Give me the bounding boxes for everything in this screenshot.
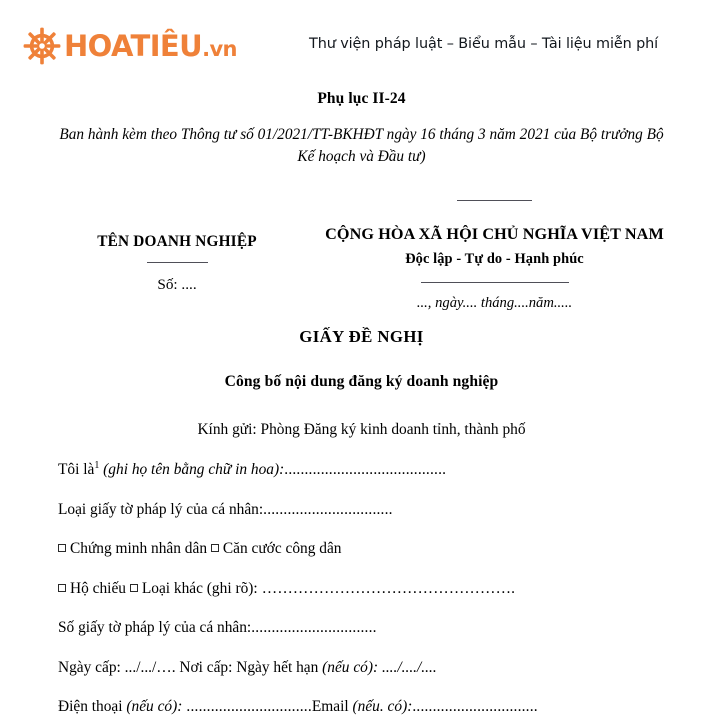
checkbox-passport-label: Hộ chiếu	[70, 579, 126, 597]
logo-wordmark	[64, 28, 237, 63]
full-name-hint: (ghi họ tên bằng chữ in hoa):	[99, 461, 285, 479]
full-name-label: Tôi là	[58, 461, 95, 479]
legal-doc-number-blank[interactable]: ...............................	[251, 619, 377, 637]
site-tagline: Thư viện pháp luật – Biểu mẫu – Tài liệu miễn phí	[309, 36, 659, 52]
ship-wheel-icon	[22, 26, 62, 66]
checkbox-id-card[interactable]	[58, 544, 66, 552]
logo-tld-text: .vn	[202, 36, 237, 61]
checkbox-id-card-label: Chứng minh nhân dân	[70, 540, 208, 558]
checkbox-passport[interactable]	[58, 584, 66, 592]
phone-label: Điện thoại	[58, 698, 127, 716]
field-issue-date	[58, 659, 679, 677]
issue-note: Ban hành kèm theo Thông tư số 01/2021/TT-BKHĐT ngày 16 tháng 3 năm 2021 của Bộ trưởng Bộ Kế hoạch và Đầu tư)	[59, 126, 664, 165]
field-phone-email	[58, 698, 679, 716]
masthead-left-column	[44, 189, 310, 294]
field-doc-type-checkboxes-row1	[58, 540, 679, 558]
legal-doc-number-label: Số giấy tờ pháp lý của cá nhân:	[58, 619, 252, 637]
full-name-footnote-marker: 1	[94, 460, 100, 472]
issue-date-hint[interactable]: (nếu có): ..../..../....	[322, 658, 437, 676]
field-full-name	[58, 461, 679, 479]
form-body	[44, 461, 679, 716]
field-doc-type-checkboxes-row2	[58, 580, 679, 598]
field-legal-doc-type	[58, 501, 679, 519]
document-addressee: Kính gửi: Phòng Đăng ký kinh doanh tỉnh, thành phố	[197, 421, 526, 439]
place-and-date: ..., ngày.... tháng....năm.....	[416, 295, 573, 312]
number-divider	[147, 262, 208, 263]
phone-hint: (nếu có):	[126, 698, 183, 716]
issue-date-label[interactable]: Ngày cấp: .../.../…. Nơi cấp: Ngày hết hạn	[58, 658, 323, 676]
document-sub-title: Công bố nội dung đăng ký doanh nghiệp	[224, 373, 499, 391]
checkbox-citizen-card-label: Căn cước công dân	[222, 540, 342, 558]
legal-doc-type-label: Loại giấy tờ pháp lý của cá nhân:	[58, 500, 264, 518]
document-main-title: GIẤY ĐỀ NGHỊ	[299, 327, 424, 347]
email-blank[interactable]: ...............................	[412, 698, 538, 716]
checkbox-citizen-card[interactable]	[211, 544, 219, 552]
document-sheet	[0, 90, 723, 717]
national-motto: Độc lập - Tự do - Hạnh phúc	[405, 251, 584, 268]
checkbox-other-blank[interactable]: ………………………………………….	[257, 579, 516, 597]
document-number: Số: ....	[157, 276, 197, 294]
appendix-title: Phụ lục II-24	[317, 90, 406, 107]
national-title: CỘNG HÒA XÃ HỘI CHỦ NGHĨA VIỆT NAM	[325, 225, 664, 244]
logo-brand-text: HOATIÊU	[64, 28, 203, 63]
full-name-blank[interactable]: ........................................	[284, 461, 447, 479]
legal-doc-type-blank[interactable]: ................................	[263, 500, 393, 518]
field-legal-doc-number	[58, 619, 679, 637]
national-divider	[457, 200, 532, 201]
masthead	[44, 189, 679, 321]
masthead-right-column	[310, 189, 679, 312]
phone-blank[interactable]: ...............................	[182, 698, 312, 716]
site-header	[0, 0, 723, 72]
organization-name: TÊN DOANH NGHIỆP	[97, 233, 257, 251]
checkbox-other[interactable]	[130, 584, 138, 592]
email-label: Email	[311, 698, 353, 716]
email-hint: (nếu. có):	[352, 698, 413, 716]
checkbox-other-label: Loại khác (ghi rõ):	[141, 579, 258, 597]
date-divider	[421, 282, 569, 283]
site-logo[interactable]	[22, 26, 237, 66]
